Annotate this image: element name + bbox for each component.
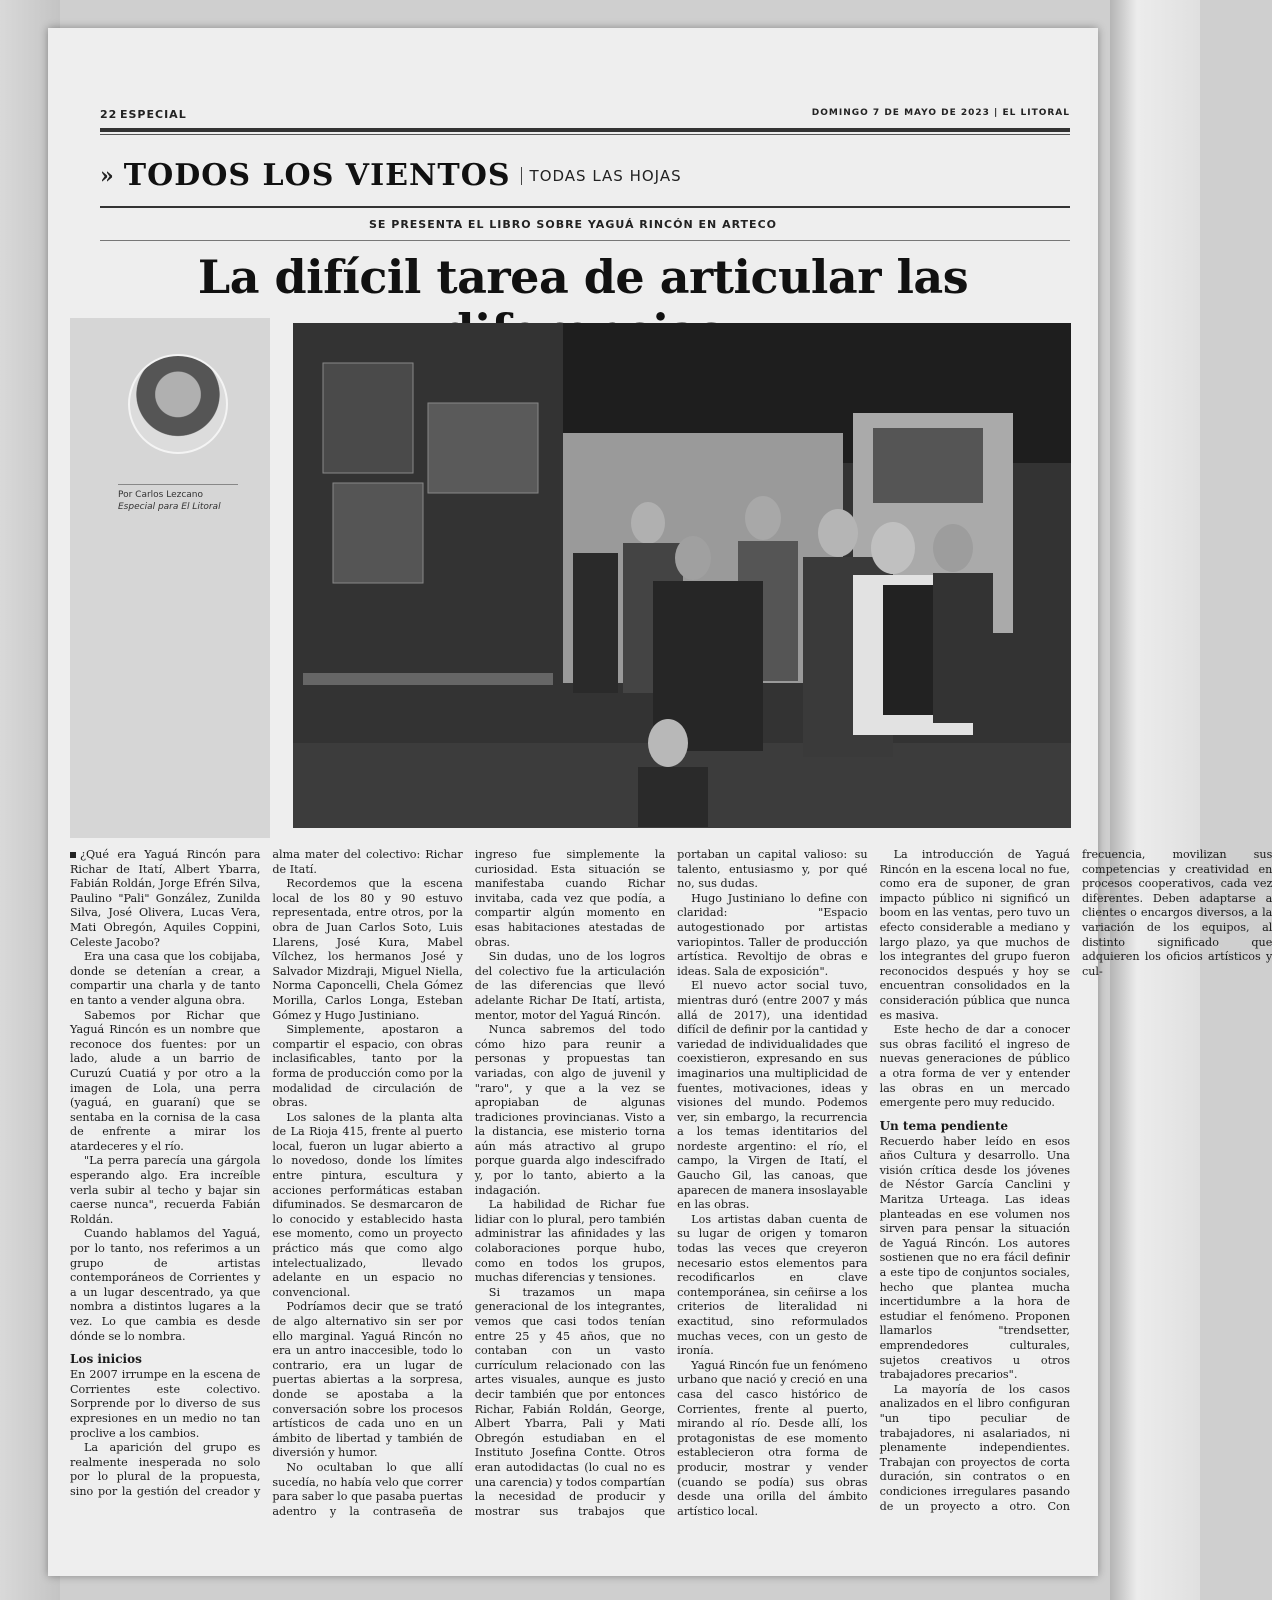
bullet-icon xyxy=(70,852,76,858)
author-box xyxy=(70,318,270,838)
author-avatar xyxy=(128,354,228,454)
article-paragraph: Era una casa que los cobijaba, donde se detenían a crear, a compartir una charla y de tanto en tanto a vender alguna obra. xyxy=(70,950,261,1007)
section-label: ESPECIAL xyxy=(120,108,187,121)
article-paragraph: Recordemos que la escena local de los 80 y 90 estuvo representada, entre otros, por la obra de Juan Carlos Soto, Luis Llarens, José Kura, Mabel Vílchez, los hermanos José y Salvador Mizdraji, Miguel Niella, Norma Caponcelli, Chela Gómez Morilla, Carlos Longa, Esteban Gómez y Hugo Justiniano. xyxy=(272,877,463,1022)
byline-name: Por Carlos Lezcano xyxy=(118,490,204,500)
article-paragraph: La habilidad de Richar fue lidiar con lo plural, pero también administrar las afinidades y las colaboraciones porque hubo, como en todos los grupos, muchas diferencias y tensiones. xyxy=(474,1198,666,1285)
header-rule-thin xyxy=(100,134,1070,135)
article-paragraph: Nunca sabremos del todo cómo hizo para reunir a personas y propuestas tan variadas, con algo de juvenil y "raro", y que a la vez se apropiaban de algunas tradiciones provincianas. Visto a la distancia, ese misterio torna aún más atractivo al grupo porque guarda algo indescifrado y, por lo tanto, abierto a la indagación. xyxy=(474,1023,666,1197)
article-paragraph: Si trazamos un mapa generacional de los integrantes, vemos que casi todos tenían entre 25 y 45 años, que no contaban con un vasto currículum relacionado con las artes visuales, aunque es justo decir también que por entonces Richar, Fabián Roldán, George, Albert Ybarra, Pali y Mati Obregón estudiaban en el Instituto Josefina Contte. Otros eran autodidactas (lo cual no es una carencia) y todos compartían la necesidad de producir y mostrar sus trabajos que portaban un capital valioso: su talento, entusiasmo y, por qué no, sus dudas. xyxy=(474,848,868,1518)
article-paragraph: "La perra parecía una gárgola esperando algo. Era increíble verla subir al techo y bajar sin caerse nunca", recuerda Fabián Roldán. xyxy=(70,1154,261,1226)
background-right-page xyxy=(1110,0,1200,1600)
article-paragraph: Recuerdo haber leído en esos años Cultura y desarrollo. Una visión crítica desde los jóvenes de Néstor García Canclini y Maritza Urteaga. Las ideas planteadas en ese volumen nos sirven para pensar la situación de Yaguá Rincón. Los autores sostienen que no era fácil definir a este tipo de conjuntos sociales, hecho que plantea mucha incertidumbre a la hora de estudiar el fenómeno. Proponen llamarlos "trendsetter, emprendedores culturales, sujetos creativos u otros trabajadores precarios". xyxy=(879,1134,1070,1382)
byline-role: Especial para El Litoral xyxy=(118,502,221,512)
article-paragraph: Sabemos por Richar que Yaguá Rincón es un nombre que reconoce dos fuentes: por un lado, alude a un barrio de Curuzú Cuatiá y por otro a la imagen de Lola, una perra (yaguá, en guaraní) que se sentaba en la cornisa de la casa de enfrente a mirar los atardeceres y el río. xyxy=(70,1008,261,1153)
article-paragraph: Los artistas daban cuenta de su lugar de origen y tomaron todas las veces que creyeron necesario estos elementos para recodificarlos en clave contemporánea, sin ceñirse a los criterios de literalidad ni exactitud, sino reformulados muchas veces, con un gesto de ironía. xyxy=(677,1212,868,1358)
article-body xyxy=(70,848,1272,1528)
header-rule xyxy=(100,128,1070,132)
article-paragraph: Sin dudas, uno de los logros del colectivo fue la articulación de las diferencias que llevó adelante Richar De Itatí, artista, mentor, motor del Yaguá Rincón. xyxy=(474,950,666,1022)
article-paragraph: Podríamos decir que se trató de algo alternativo sin ser por ello marginal. Yaguá Rincón no era un antro inaccesible, todo lo contrario, era un lugar de puertas abiertas a la sorpresa, donde se apostaba a la conversación sobre los procesos artísticos de cada uno en un ámbito de libertad y también de diversión y humor. xyxy=(272,1300,463,1460)
brand-subtitle: TODAS LAS HOJAS xyxy=(521,167,682,185)
article-paragraph: Cuando hablamos del Yaguá, por lo tanto, nos referimos a un grupo de artistas contemporáneos de Corrientes y a un lugar descentrado, ya que nombra a distintos lugares a la vez. Lo que cambia es desde dónde se lo nombra. xyxy=(70,1227,261,1343)
group-photo-illustration xyxy=(293,323,1071,828)
article-paragraph: El nuevo actor social tuvo, mientras duró (entre 2007 y más allá de 2017), una identidad difícil de definir por la cantidad y variedad de individualidades que coexistieron, expresando en sus imaginarios una multiplicidad de fuentes, motivaciones, ideas y visiones del mundo. Podemos ver, sin embargo, la recurrencia a los temas identitarios del nordeste argentino: el río, el campo, la Virgen de Itatí, el Gaucho Gil, las canoas, que aparecen de manera insoslayable en las obras. xyxy=(677,979,868,1212)
kicker: SE PRESENTA EL LIBRO SOBRE YAGUÁ RINCÓN EN ARTECO xyxy=(368,218,777,231)
article-paragraph: En 2007 irrumpe en la escena de Corrientes este colectivo. Sorprende por lo diverso de sus expresiones en un medio no tan proclive a los cambios. xyxy=(70,1368,261,1440)
article-paragraph: No ocultaban lo que allí sucedía, no había velo que correr para saber lo que pasaba puertas adentro y la contraseña de ingreso fue simplemente la curiosidad. Esta situación se manifestaba cuando Richar invitaba, cada vez que podía, a compartir algún momento en esas habitaciones atestadas de obras. xyxy=(272,848,666,1518)
page-number: 22 xyxy=(100,108,118,121)
article-paragraph: Yaguá Rincón fue un fenómeno urbano que nació y creció en una casa del casco histórico de Corrientes, frente al puerto, mirando al río. Desde allí, los protagonistas de ese momento establecieron otra forma de producir, mostrar y vender (cuando se podía) sus obras desde una orilla del ámbito artístico local. xyxy=(677,1358,868,1518)
newspaper-page xyxy=(48,28,1272,1576)
kicker-rule xyxy=(100,240,1070,241)
article-paragraph: ¿Qué era Yaguá Rincón para Richar de Itatí, Albert Ybarra, Fabián Roldán, Jorge Efrén Silva, Paulino "Pali" González, Zunilda Silva, José Olivera, Lucas Vera, Mati Obregón, Aquiles Coppini, Celeste Jacobo? xyxy=(70,848,261,949)
brand-arrows-icon: » xyxy=(100,162,114,189)
headline: La difícil tarea de articular las xyxy=(197,250,969,304)
article-paragraph: Hugo Justiniano lo define con claridad: "Espacio autogestionado por artistas variopintos. Taller de producción artística. Revoltijo de obras e ideas. Sala de exposición". xyxy=(677,891,868,978)
brand-title: TODOS LOS VIENTOS xyxy=(123,158,511,193)
group-photo xyxy=(293,323,1071,828)
section-brand xyxy=(100,158,682,193)
article-paragraph: Simplemente, apostaron a compartir el espacio, con obras inclasificables, tanto por la forma de producción como por la modalidad de circulación de obras. xyxy=(272,1023,463,1110)
article-paragraph: Este hecho de dar a conocer sus obras facilitó el ingreso de nuevas generaciones de público a otra forma de ver y entender las obras en un mercado emergente pero muy reducido. xyxy=(879,1023,1070,1110)
subhead-los-inicios: Los inicios xyxy=(70,1352,142,1367)
date-line: DOMINGO 7 DE MAYO DE 2023 | EL LITORAL xyxy=(811,108,1070,118)
subhead-un-tema-pendiente: Un tema pendiente xyxy=(879,1118,1008,1133)
brand-rule xyxy=(100,206,1070,208)
article-paragraph: La mayoría de los casos analizados en el libro configuran "un tipo peculiar de trabajadores, ni asalariados, ni plenamente independientes. Trabajan con proyectos de corta duración, sin contratos o en condiciones irregulares pasando de un proyecto a otro. Con frecuencia, movilizan sus competencias y creatividad en procesos cooperativos, cada vez diferentes. Deben adaptarse a clientes o encargos diversos, a la variación de los equipos, al distinto significado que adquieren los oficios artísticos y cul- xyxy=(879,848,1272,1513)
article-paragraph: La introducción de Yaguá Rincón en la escena local no fue, como era de suponer, de gran impacto público ni significó un boom en las ventas, pero tuvo un efecto considerable a mediano y largo plazo, ya que muchos de los integrantes del grupo fueron reconocidos después y hoy se encuentran consolidados en la consideración pública que nunca es masiva. xyxy=(879,848,1070,1022)
article-paragraph: Los salones de la planta alta de La Rioja 415, frente al puerto local, fueron un lugar abierto a lo novedoso, donde los límites entre pintura, escultura y acciones performáticas estaban difuminados. Se desmarcaron de lo conocido y establecido hasta ese momento, como un proyecto práctico más que como algo intelectualizado, llevado adelante en un espacio no convencional. xyxy=(272,1110,463,1299)
article-paragraph: La aparición del grupo es realmente inesperada no solo por lo plural de la propuesta, sino por la gestión del creador y alma mater del colectivo: Richar de Itatí. xyxy=(70,848,463,1498)
byline-rule xyxy=(118,484,238,485)
